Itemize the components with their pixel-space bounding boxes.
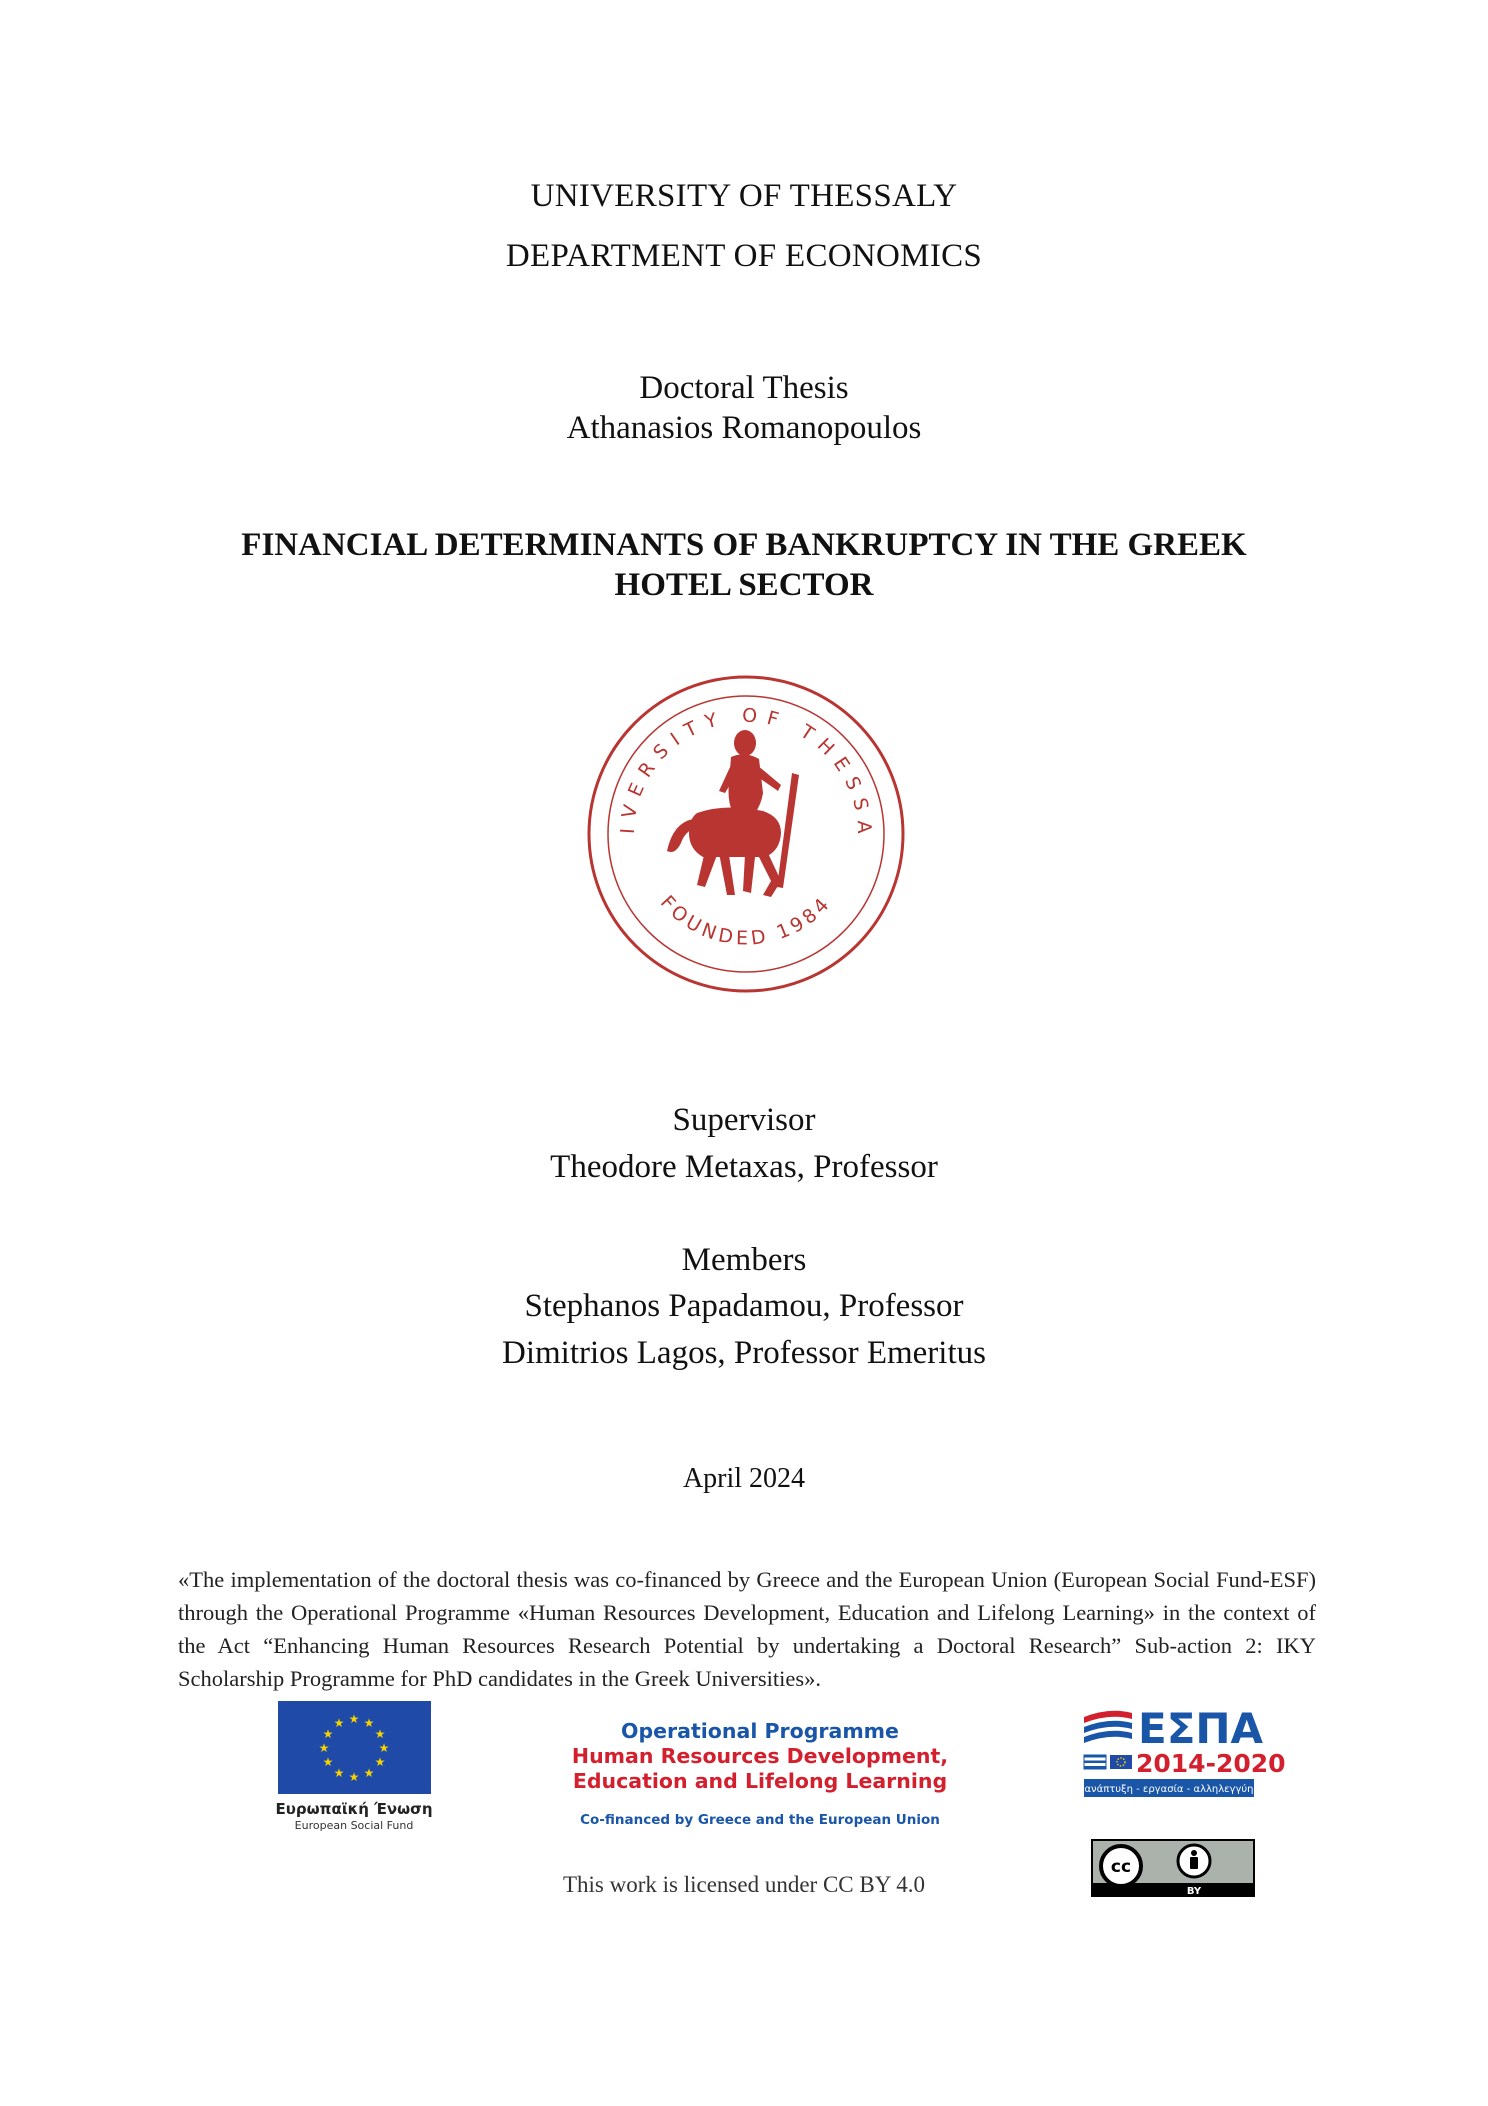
svg-text:★: ★ xyxy=(322,1755,334,1769)
svg-text:★: ★ xyxy=(363,1766,375,1780)
svg-text:★: ★ xyxy=(322,1727,334,1741)
eu-logo-sub: European Social Fund xyxy=(294,1819,414,1832)
espa-logo xyxy=(1082,1701,1286,1803)
university-name: UNIVERSITY OF THESSALY xyxy=(530,178,958,214)
svg-text:★: ★ xyxy=(333,1766,345,1780)
supervisor-name: Theodore Metaxas, Professor xyxy=(550,1149,938,1185)
op-logo-line-3: Education and Lifelong Learning xyxy=(572,1769,948,1793)
svg-text:★: ★ xyxy=(318,1741,330,1755)
svg-text:★: ★ xyxy=(374,1755,386,1769)
by-label: BY xyxy=(1186,1886,1202,1897)
thesis-type: Doctoral Thesis xyxy=(639,370,849,406)
cc-by-badge xyxy=(1091,1839,1255,1897)
svg-text:★: ★ xyxy=(363,1716,375,1730)
svg-text:★: ★ xyxy=(348,1712,360,1726)
espa-tagline: ανάπτυξη - εργασία - αλληλεγγύη xyxy=(1084,1784,1254,1795)
seal-bottom-text: FOUNDED 1984 xyxy=(655,891,837,950)
operational-programme-logo xyxy=(560,1718,960,1838)
license-text: This work is licensed under CC BY 4.0 xyxy=(562,1872,925,1897)
seal-svg xyxy=(585,673,907,995)
cc-badge-svg xyxy=(1091,1839,1255,1897)
svg-text:★: ★ xyxy=(374,1727,386,1741)
cc-icon-label: cc xyxy=(1110,1857,1132,1877)
thesis-title-line-1: FINANCIAL DETERMINANTS OF BANKRUPTCY IN THE GREEK xyxy=(241,527,1247,563)
supervisor-label: Supervisor xyxy=(672,1102,816,1138)
department-name: DEPARTMENT OF ECONOMICS xyxy=(505,238,983,274)
member-1: Stephanos Papadamou, Professor xyxy=(524,1288,964,1324)
submission-date: April 2024 xyxy=(682,1463,806,1494)
thesis-title xyxy=(190,525,1298,605)
eu-flag-svg xyxy=(277,1701,432,1834)
author-name: Athanasios Romanopoulos xyxy=(566,410,922,446)
seal-top-text: IVERSITY OF THESSA xyxy=(616,704,876,843)
espa-name: ΕΣΠΑ xyxy=(1138,1704,1264,1753)
svg-text:★: ★ xyxy=(378,1741,390,1755)
member-2: Dimitrios Lagos, Professor Emeritus xyxy=(502,1335,986,1371)
university-seal-logo xyxy=(585,673,907,995)
svg-text:★: ★ xyxy=(348,1770,360,1784)
funding-statement: «The implementation of the doctoral thesis was co-financed by Greece and the European Union (European Social Fund-ESF) through the Operational Programme «Human Resources Development, Education and Lifelong Learning» in the context of the Act “Enhancing Human Resources Research Potential by undertaking a Doctoral Research” Sub-action 2: IKY Scholarship Programme for PhD candidates in the Greek Universities». xyxy=(178,1567,1316,1691)
op-logo-line-2: Human Resources Development, xyxy=(571,1744,949,1768)
members-label: Members xyxy=(681,1242,807,1278)
eu-logo-name: Ευρωπαϊκή Ένωση xyxy=(275,1800,433,1818)
eu-social-fund-logo xyxy=(277,1701,432,1834)
svg-text:★: ★ xyxy=(333,1716,345,1730)
op-logo-line-4: Co-financed by Greece and the European Union xyxy=(580,1812,940,1828)
espa-svg xyxy=(1082,1701,1286,1803)
espa-years: 2014-2020 xyxy=(1136,1749,1286,1778)
op-logo-line-1: Operational Programme xyxy=(621,1719,899,1743)
thesis-title-line-2: HOTEL SECTOR xyxy=(614,567,874,603)
centaur-figure xyxy=(667,730,799,897)
eu-mini-flag-icon xyxy=(1110,1755,1132,1769)
